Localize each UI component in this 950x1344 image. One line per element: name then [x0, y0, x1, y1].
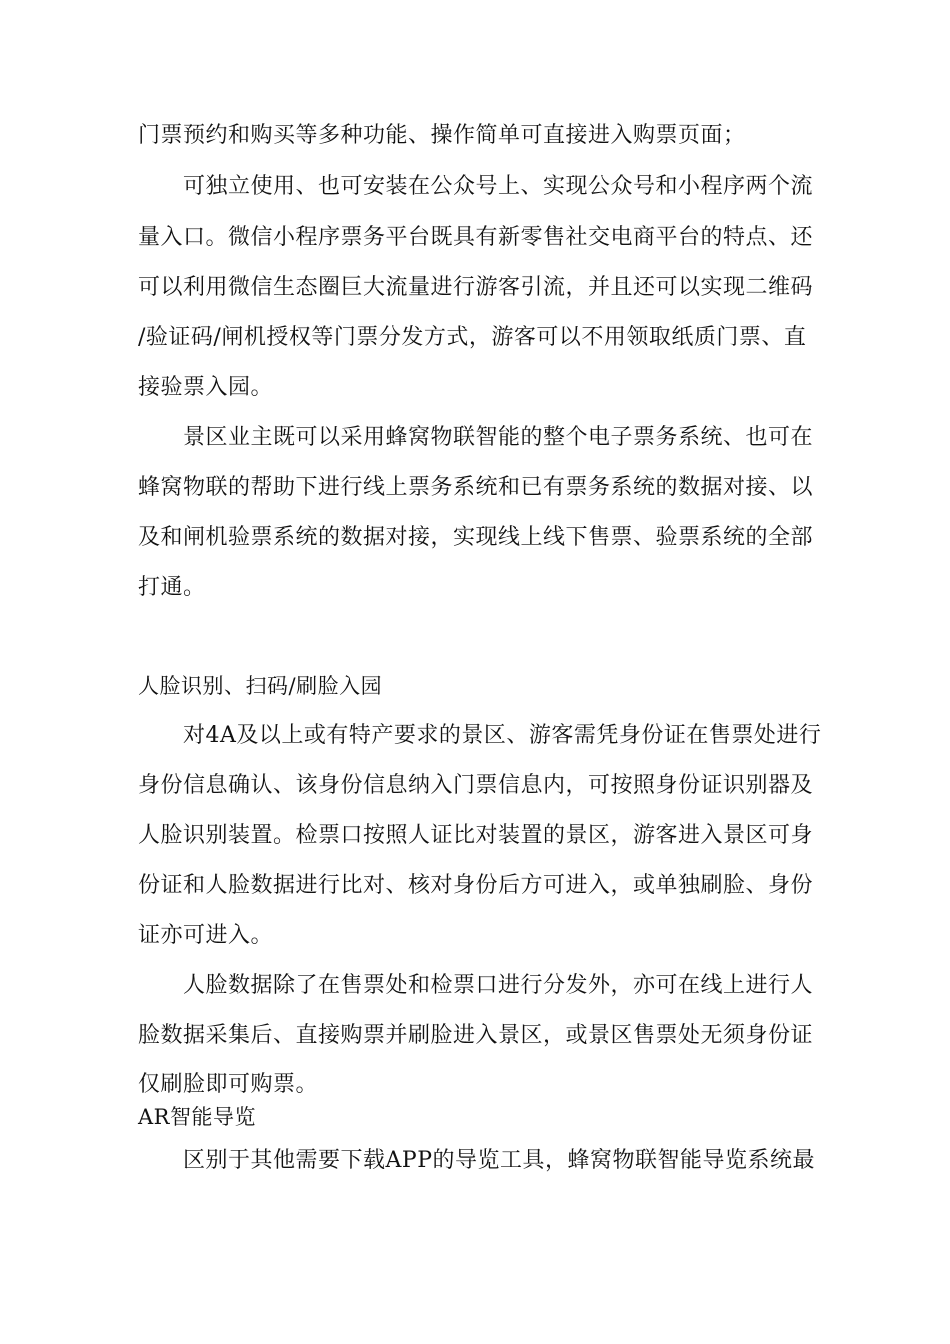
paragraph-line: 脸数据采集后、直接购票并刷脸进入景区，或景区售票处无须身份证 [138, 1023, 814, 1048]
paragraph-line: 及和闸机验票系统的数据对接，实现线上线下售票、验票系统的全部 [138, 525, 814, 550]
paragraph-line: 证亦可进入。 [138, 923, 274, 948]
paragraph-line: 打通。 [138, 575, 206, 600]
paragraph-line: 人脸数据除了在售票处和检票口进行分发外，亦可在线上进行人 [183, 973, 814, 998]
paragraph-line: 门票预约和购买等多种功能、操作简单可直接进入购票页面； [138, 123, 746, 148]
paragraph-line: /验证码/闸机授权等门票分发方式，游客可以不用领取纸质门票、直 [138, 325, 807, 350]
paragraph-line: 区别于其他需要下载APP的导览工具，蜂窝物联智能导览系统最 [183, 1148, 815, 1173]
paragraph-line: 接验票入园。 [138, 375, 274, 400]
paragraph-line: 身份信息确认、该身份信息纳入门票信息内，可按照身份证识别器及 [138, 773, 814, 798]
paragraph-line: 份证和人脸数据进行比对、核对身份后方可进入，或单独刷脸、身份 [138, 873, 814, 898]
paragraph-line: 蜂窝物联的帮助下进行线上票务系统和已有票务系统的数据对接、以 [138, 475, 814, 500]
section-heading-ar: AR智能导览 [138, 1105, 256, 1129]
paragraph-line: 人脸识别装置。检票口按照人证比对装置的景区，游客进入景区可身 [138, 823, 814, 848]
paragraph-line: 量入口。微信小程序票务平台既具有新零售社交电商平台的特点、还 [138, 225, 814, 250]
paragraph-line: 可独立使用、也可安装在公众号上、实现公众号和小程序两个流 [183, 174, 814, 199]
paragraph-line: 对4A及以上或有特产要求的景区、游客需凭身份证在售票处进行 [183, 723, 822, 748]
paragraph-line: 可以利用微信生态圈巨大流量进行游客引流，并且还可以实现二维码 [138, 275, 814, 300]
paragraph-line: 景区业主既可以采用蜂窝物联智能的整个电子票务系统、也可在 [183, 425, 814, 450]
section-heading-face: 人脸识别、扫码/刷脸入园 [138, 674, 383, 698]
paragraph-line: 仅刷脸即可购票。 [138, 1072, 319, 1097]
